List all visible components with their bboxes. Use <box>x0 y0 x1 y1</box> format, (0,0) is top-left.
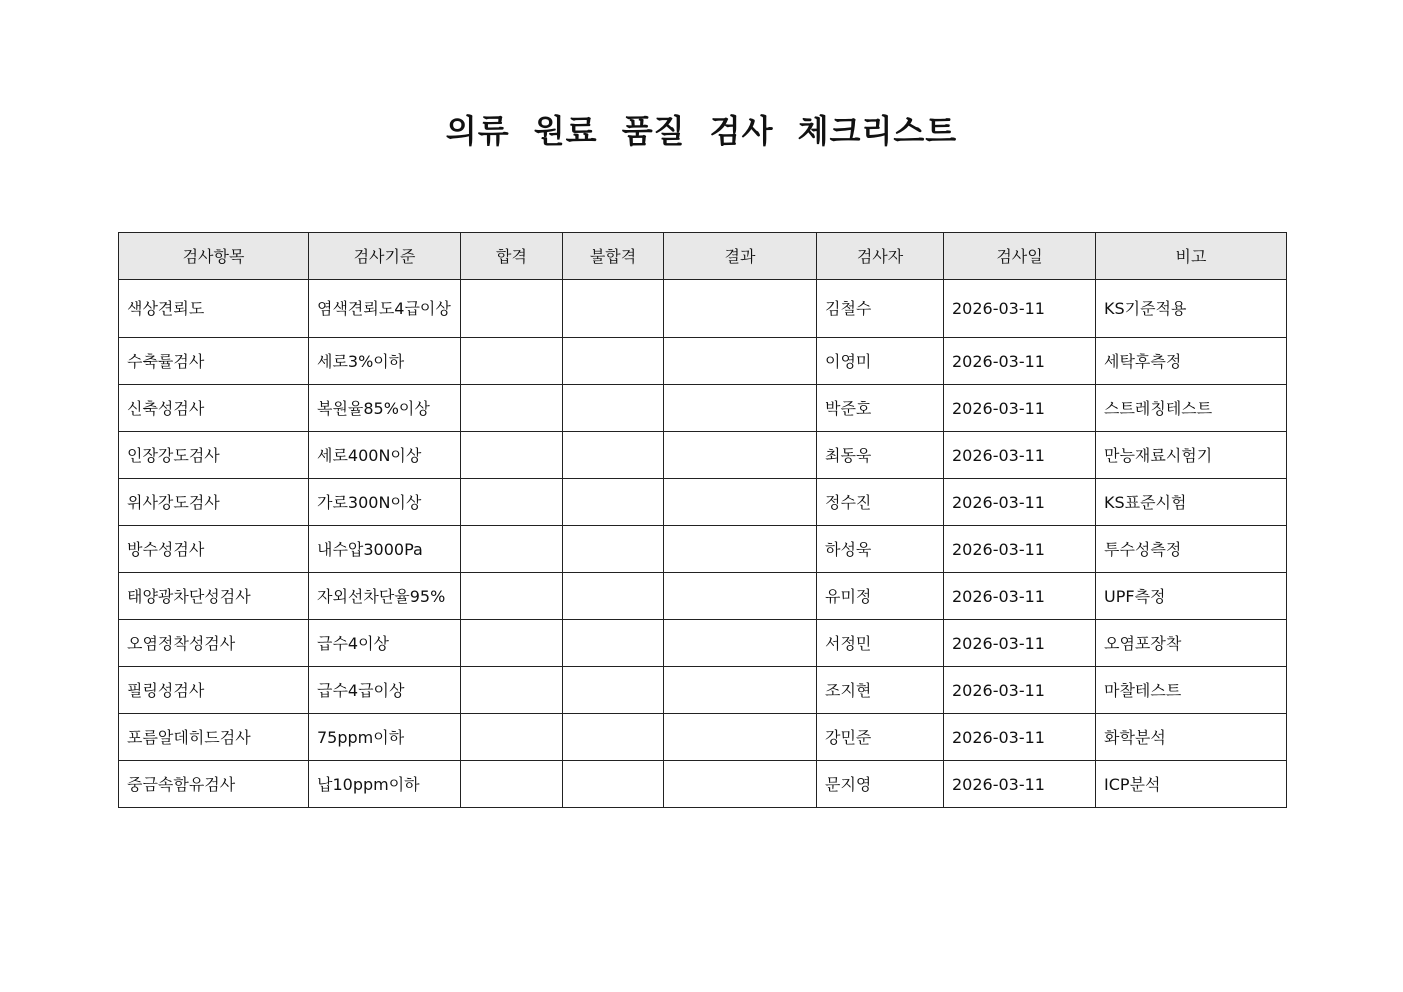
cell-item: 중금속함유검사 <box>119 761 309 808</box>
table-row <box>119 761 1287 808</box>
cell-item: 수축률검사 <box>119 338 309 385</box>
cell-item: 태양광차단성검사 <box>119 573 309 620</box>
cell-note: 스트레칭테스트 <box>1096 385 1287 432</box>
cell-inspector: 정수진 <box>817 479 944 526</box>
table-row <box>119 667 1287 714</box>
cell-fail[interactable] <box>563 526 664 573</box>
cell-standard: 급수4급이상 <box>309 667 461 714</box>
cell-result[interactable] <box>664 338 817 385</box>
cell-inspector: 조지현 <box>817 667 944 714</box>
cell-note: 화학분석 <box>1096 714 1287 761</box>
cell-result[interactable] <box>664 761 817 808</box>
document-title: 의류 원료 품질 검사 체크리스트 <box>445 112 958 150</box>
cell-fail[interactable] <box>563 761 664 808</box>
cell-date: 2026-03-11 <box>944 714 1096 761</box>
cell-standard: 75ppm이하 <box>309 714 461 761</box>
cell-standard: 내수압3000Pa <box>309 526 461 573</box>
table-row <box>119 280 1287 338</box>
cell-fail[interactable] <box>563 479 664 526</box>
cell-standard: 염색견뢰도4급이상 <box>309 280 461 338</box>
cell-item: 색상견뢰도 <box>119 280 309 338</box>
cell-item: 포름알데히드검사 <box>119 714 309 761</box>
table-row <box>119 573 1287 620</box>
cell-inspector: 강민준 <box>817 714 944 761</box>
cell-result[interactable] <box>664 667 817 714</box>
header-inspection-date: 검사일 <box>944 233 1096 280</box>
header-inspection-item: 검사항목 <box>119 233 309 280</box>
cell-inspector: 이영미 <box>817 338 944 385</box>
cell-note: 투수성측정 <box>1096 526 1287 573</box>
cell-date: 2026-03-11 <box>944 385 1096 432</box>
cell-date: 2026-03-11 <box>944 620 1096 667</box>
cell-pass[interactable] <box>461 280 563 338</box>
cell-standard: 세로400N이상 <box>309 432 461 479</box>
cell-fail[interactable] <box>563 385 664 432</box>
cell-date: 2026-03-11 <box>944 338 1096 385</box>
cell-pass[interactable] <box>461 573 563 620</box>
cell-result[interactable] <box>664 280 817 338</box>
cell-note: UPF측정 <box>1096 573 1287 620</box>
cell-date: 2026-03-11 <box>944 761 1096 808</box>
cell-pass[interactable] <box>461 338 563 385</box>
table-row <box>119 620 1287 667</box>
cell-note: KS표준시험 <box>1096 479 1287 526</box>
inspection-checklist-table <box>118 232 1287 808</box>
cell-result[interactable] <box>664 432 817 479</box>
cell-fail[interactable] <box>563 714 664 761</box>
cell-date: 2026-03-11 <box>944 432 1096 479</box>
cell-item: 오염정착성검사 <box>119 620 309 667</box>
cell-date: 2026-03-11 <box>944 280 1096 338</box>
table-row <box>119 432 1287 479</box>
cell-pass[interactable] <box>461 714 563 761</box>
cell-result[interactable] <box>664 573 817 620</box>
cell-standard: 세로3%이하 <box>309 338 461 385</box>
cell-date: 2026-03-11 <box>944 526 1096 573</box>
cell-pass[interactable] <box>461 620 563 667</box>
cell-item: 위사강도검사 <box>119 479 309 526</box>
cell-inspector: 최동욱 <box>817 432 944 479</box>
cell-fail[interactable] <box>563 432 664 479</box>
cell-result[interactable] <box>664 385 817 432</box>
cell-note: KS기준적용 <box>1096 280 1287 338</box>
cell-result[interactable] <box>664 620 817 667</box>
header-inspector: 검사자 <box>817 233 944 280</box>
header-fail: 불합격 <box>563 233 664 280</box>
table-row <box>119 479 1287 526</box>
cell-item: 인장강도검사 <box>119 432 309 479</box>
cell-pass[interactable] <box>461 432 563 479</box>
cell-inspector: 박준호 <box>817 385 944 432</box>
cell-standard: 납10ppm이하 <box>309 761 461 808</box>
cell-result[interactable] <box>664 714 817 761</box>
table-row <box>119 338 1287 385</box>
cell-pass[interactable] <box>461 385 563 432</box>
cell-note: 세탁후측정 <box>1096 338 1287 385</box>
cell-item: 필링성검사 <box>119 667 309 714</box>
cell-pass[interactable] <box>461 479 563 526</box>
header-pass: 합격 <box>461 233 563 280</box>
cell-item: 방수성검사 <box>119 526 309 573</box>
table-row <box>119 385 1287 432</box>
cell-pass[interactable] <box>461 761 563 808</box>
table-row <box>119 526 1287 573</box>
header-result: 결과 <box>664 233 817 280</box>
cell-date: 2026-03-11 <box>944 479 1096 526</box>
cell-inspector: 하성욱 <box>817 526 944 573</box>
cell-note: 만능재료시험기 <box>1096 432 1287 479</box>
cell-item: 신축성검사 <box>119 385 309 432</box>
cell-note: 마찰테스트 <box>1096 667 1287 714</box>
cell-inspector: 서정민 <box>817 620 944 667</box>
table-row <box>119 714 1287 761</box>
cell-pass[interactable] <box>461 526 563 573</box>
cell-standard: 자외선차단율95% <box>309 573 461 620</box>
cell-inspector: 김철수 <box>817 280 944 338</box>
cell-result[interactable] <box>664 479 817 526</box>
cell-date: 2026-03-11 <box>944 667 1096 714</box>
cell-standard: 가로300N이상 <box>309 479 461 526</box>
header-note: 비고 <box>1096 233 1287 280</box>
cell-result[interactable] <box>664 526 817 573</box>
cell-note: ICP분석 <box>1096 761 1287 808</box>
cell-inspector: 문지영 <box>817 761 944 808</box>
cell-fail[interactable] <box>563 280 664 338</box>
cell-inspector: 유미정 <box>817 573 944 620</box>
cell-standard: 복원율85%이상 <box>309 385 461 432</box>
cell-date: 2026-03-11 <box>944 573 1096 620</box>
cell-fail[interactable] <box>563 338 664 385</box>
header-inspection-standard: 검사기준 <box>309 233 461 280</box>
cell-standard: 급수4이상 <box>309 620 461 667</box>
cell-fail[interactable] <box>563 620 664 667</box>
table-header-row <box>119 233 1287 280</box>
cell-note: 오염포장착 <box>1096 620 1287 667</box>
cell-fail[interactable] <box>563 573 664 620</box>
cell-fail[interactable] <box>563 667 664 714</box>
cell-pass[interactable] <box>461 667 563 714</box>
